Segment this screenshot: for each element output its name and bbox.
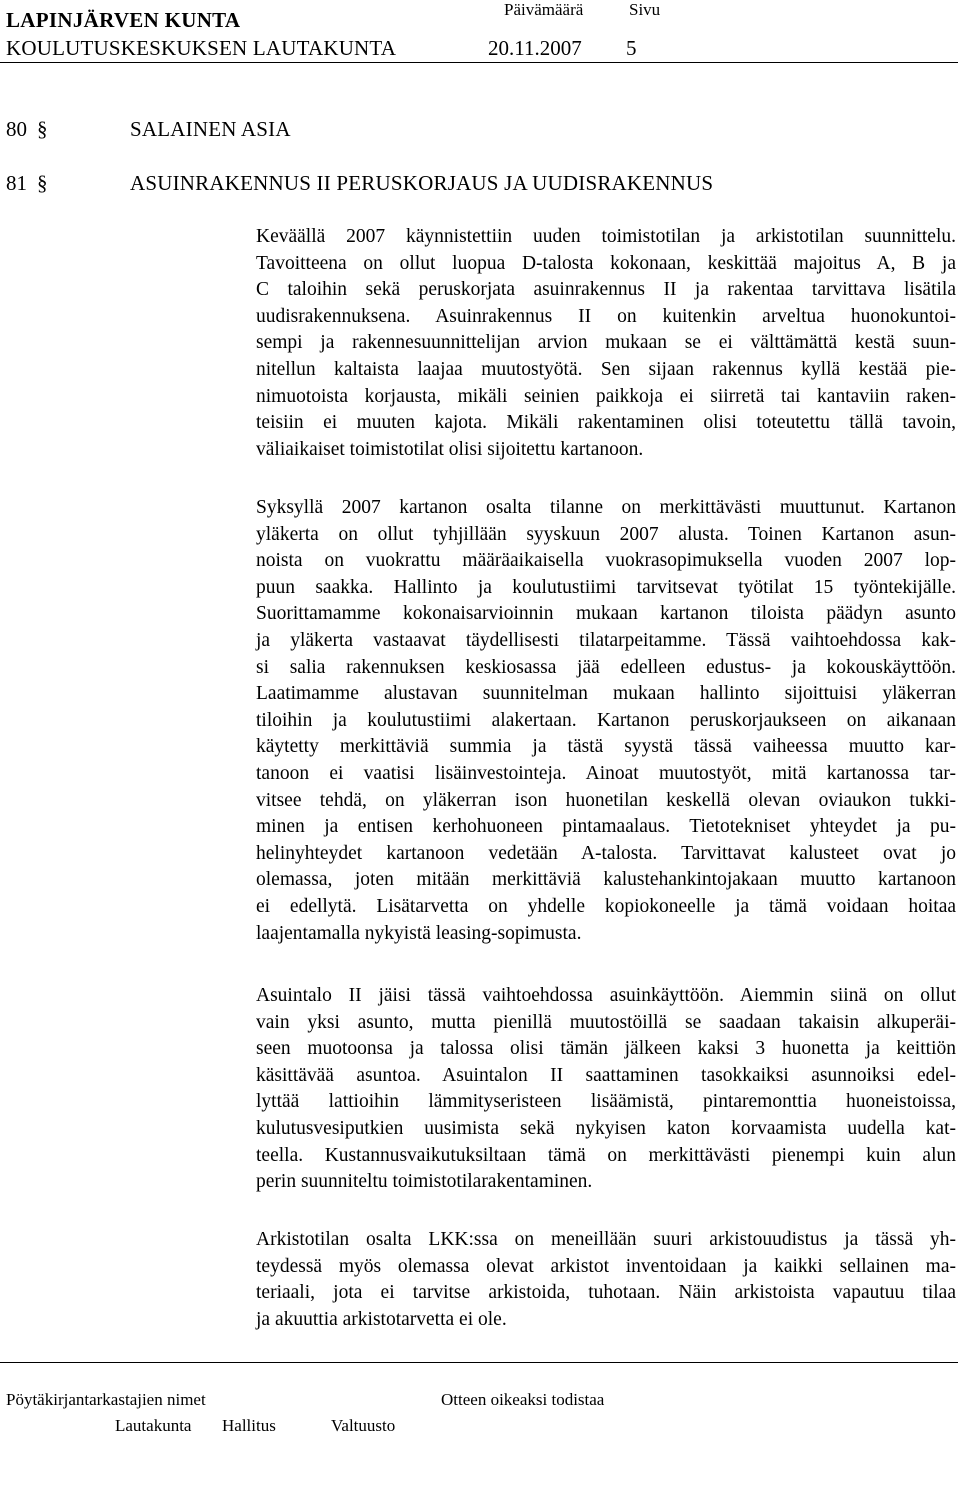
item-number: 80	[6, 117, 27, 141]
text-line: tiloihin ja koulutustiimi alakertaan. Kartanon peruskorjaukseen on aikanaan	[256, 709, 956, 731]
page-number: 5	[626, 36, 637, 60]
section-sign-icon: §	[37, 117, 48, 141]
date-label: Päivämäärä	[504, 0, 584, 19]
footer-body-lautakunta: Lautakunta	[115, 1416, 192, 1435]
footer-body-hallitus: Hallitus	[222, 1416, 276, 1435]
item-title: SALAINEN ASIA	[130, 117, 291, 141]
text-line: Asuintalo II jäisi tässä vaihtoehdossa asuinkäyttöön. Aiemmin siinä on ollut	[256, 985, 956, 1006]
text-line: noista on vuokrattu määräaikaisella vuokrasopimuksella vuoden 2007 lop-	[256, 550, 956, 572]
certified-label: Otteen oikeaksi todistaa	[441, 1390, 605, 1409]
footer-body-valtuusto: Valtuusto	[331, 1416, 396, 1435]
text-line: seen muotoonsa ja talossa olisi tämän jälkeen kaksi 3 huonetta ja keittiön	[256, 1038, 956, 1060]
text-line: C taloihin sekä peruskorjata asuinrakennus II ja rakentaa tarvittava lisätila	[256, 279, 956, 301]
text-line: puun saakka. Hallinto ja koulutustiimi tarvitsevat työtilat 15 työntekijälle.	[256, 576, 956, 598]
text-line: ja yläkerta vastaavat täydellisesti tilatarpeitamme. Tässä vaihtoehdossa kak-	[256, 629, 956, 651]
committee-name: KOULUTUSKESKUKSEN LAUTAKUNTA	[6, 36, 397, 60]
page-label: Sivu	[629, 0, 661, 19]
text-line: perin suunniteltu toimistotilarakentaminen.	[256, 1171, 593, 1193]
document-date: 20.11.2007	[488, 36, 582, 60]
text-line: teydessä myös olemassa olevat arkistot inventoidaan ja kaikki sellainen ma-	[256, 1255, 956, 1277]
text-line: lyttää lattioihin lämmityseristeen lisäämistä, pintaremonttia huoneistoissa,	[256, 1091, 956, 1113]
text-line: uudisrakennuksena. Asuinrakennus II on kuitenkin arveltua huonokuntoi-	[256, 305, 956, 327]
text-line: si salia rakennuksen keskiosassa jää edelleen edustus- ja kokouskäyttöön.	[256, 656, 956, 678]
text-line: sempi ja rakennesuunnittelijan arvion mukaan se ei välttämättä kestä suun-	[256, 332, 956, 354]
text-line: Laatimamme alustavan suunnitelman mukaan hallinto sijoittuisi yläkerran	[256, 683, 956, 705]
paragraph-planning	[256, 224, 956, 463]
text-line: teriaali, jota ei tarvitse arkistoida, tuhotaan. Näin arkistoista vapautuu tilaa	[256, 1282, 956, 1304]
reviewers-label: Pöytäkirjantarkastajien nimet	[6, 1390, 206, 1409]
text-line: ja akuuttia arkistotarvetta ei ole.	[256, 1308, 507, 1330]
section-sign-icon: §	[37, 171, 48, 195]
text-line: Keväällä 2007 käynnistettiin uuden toimistotilan ja arkistotilan suunnittelu.	[256, 226, 956, 247]
paragraph-residence	[256, 983, 956, 1196]
text-line: käsittävää asuntoa. Asuintalon II saattaminen tasokkaiksi asunnoiksi edel-	[256, 1064, 956, 1086]
text-line: nimuotoista korjausta, mikäli seinien paikkoja ei siirretä tai kantaviin raken-	[256, 385, 956, 407]
text-line: teella. Kustannusvaikutuksiltaan tämä on merkittävästi pienempi kuin alun	[256, 1144, 956, 1166]
text-line: laajentamalla nykyistä leasing-sopimusta.	[256, 922, 582, 944]
item-number: 81	[6, 171, 27, 195]
text-line: Arkistotilan osalta LKK:ssa on meneillään suuri arkistouudistus ja tässä yh-	[256, 1229, 956, 1250]
text-line: Suorittamamme kokonaisarvioinnin mukaan kartanon tiloista päädyn asunto	[256, 603, 956, 625]
text-line: teisiin ei muuten kajota. Mikäli rakentaminen olisi toteutettu tällä tavoin,	[256, 412, 956, 434]
text-line: Tavoitteena on ollut luopua D-talosta kokonaan, keskittää majoitus A, B ja	[256, 252, 956, 274]
paragraph-archive	[256, 1227, 956, 1333]
text-line: väliaikaiset toimistotilat olisi sijoitettu kartanoon.	[256, 438, 644, 460]
text-line: helinyhteydet kartanoon vedetään A-talosta. Tarvittavat kalusteet ovat jo	[256, 842, 956, 864]
text-line: kulutusvesiputkien uusimista sekä nykyisen katon korvaamista uudella kat-	[256, 1117, 956, 1139]
text-line: nitellun kaltaista laajaa muutostyötä. Sen sijaan rakennus kyllä kestää pie-	[256, 358, 956, 380]
text-line: ei edellytä. Lisätarvetta on yhdelle kopiokoneelle ja tämä voidaan hoitaa	[256, 895, 956, 917]
header-divider	[0, 62, 958, 63]
text-line: minen ja entisen kerhohuoneen pintamaalaus. Tietotekniset yhteydet ja pu-	[256, 816, 956, 838]
text-line: yläkerta on ollut tyhjillään syyskuun 2007 alusta. Toinen Kartanon asun-	[256, 523, 956, 545]
organization-name: LAPINJÄRVEN KUNTA	[6, 8, 241, 32]
paragraph-manor	[256, 495, 956, 947]
text-line: tanoon ei vaatisi lisäinvestointeja. Ainoat muutostyöt, mitä kartanossa tar-	[256, 762, 956, 784]
item-title: ASUINRAKENNUS II PERUSKORJAUS JA UUDISRAKENNUS	[130, 171, 714, 195]
text-line: Syksyllä 2007 kartanon osalta tilanne on merkittävästi muuttunut. Kartanon	[256, 497, 956, 518]
text-line: olemassa, joten mitään merkittäviä kalustehankintojakaan muutto kartanoon	[256, 869, 956, 891]
text-line: käytetty merkittäviä summia ja tästä syystä tässä vaiheessa muutto kar-	[256, 736, 956, 758]
text-line: vitsee tehdä, on yläkerran ison huonetilan keskellä olevan oviaukon tukki-	[256, 789, 956, 811]
text-line: vain yksi asunto, mutta pienillä muutostöillä se saadaan takaisin alkuperäi-	[256, 1011, 956, 1033]
footer-divider	[0, 1362, 958, 1363]
